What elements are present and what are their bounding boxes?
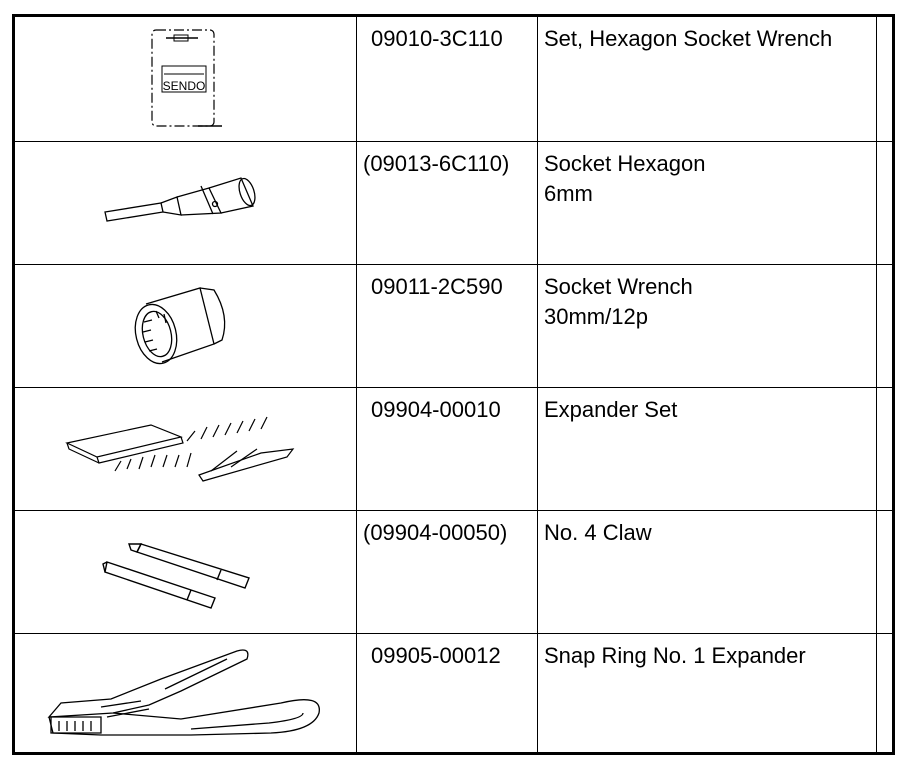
claw-icon: [101, 532, 271, 612]
illustration-cell: [14, 634, 357, 754]
table-row: [14, 16, 894, 142]
part-number-cell: [357, 511, 538, 634]
part-number: 09010-3C110: [371, 26, 503, 51]
tool-name: Socket Hexagon 6mm: [544, 151, 706, 206]
special-tools-table: [12, 14, 895, 755]
part-number: 09905-00012: [371, 643, 501, 668]
table-row: [14, 634, 894, 754]
empty-cell: [877, 16, 894, 142]
illustration-cell: [14, 265, 357, 388]
svg-text:SENDO: SENDO: [162, 79, 205, 93]
tool-name-cell: [538, 265, 877, 388]
tool-name-cell: [538, 16, 877, 142]
part-number: (09904-00050): [363, 520, 508, 545]
part-number: (09013-6C110): [363, 151, 510, 176]
tool-name-cell: [538, 634, 877, 754]
tool-name: Set, Hexagon Socket Wrench: [544, 26, 833, 51]
part-number-cell: [357, 388, 538, 511]
empty-cell: [877, 511, 894, 634]
tool-name-cell: [538, 388, 877, 511]
socket-wrench-icon: [126, 278, 246, 374]
illustration-cell: [14, 511, 357, 634]
tool-name: Expander Set: [544, 397, 678, 422]
illustration-cell: [14, 388, 357, 511]
empty-cell: [877, 142, 894, 265]
tool-name: No. 4 Claw: [544, 520, 652, 545]
tool-name: Socket Wrench 30mm/12p: [544, 274, 693, 329]
hexagon-socket-icon: [101, 168, 271, 238]
illustration-cell: [14, 142, 357, 265]
tool-name: Snap Ring No. 1 Expander: [544, 643, 806, 668]
part-number-cell: [357, 634, 538, 754]
part-number: 09011-2C590: [371, 274, 503, 299]
part-number-cell: [357, 265, 538, 388]
table-row: [14, 142, 894, 265]
empty-cell: [877, 634, 894, 754]
tool-name-cell: [538, 142, 877, 265]
illustration-cell: [14, 16, 357, 142]
part-number-cell: [357, 142, 538, 265]
expander-set-icon: [61, 409, 311, 489]
table-row: [14, 511, 894, 634]
table-row: [14, 265, 894, 388]
part-number-cell: [357, 16, 538, 142]
part-number: 09904-00010: [371, 397, 501, 422]
table-row: [14, 388, 894, 511]
socket-set-case-icon: [136, 24, 236, 134]
snap-ring-expander-icon: [41, 643, 331, 743]
tool-name-cell: [538, 511, 877, 634]
empty-cell: [877, 265, 894, 388]
empty-cell: [877, 388, 894, 511]
